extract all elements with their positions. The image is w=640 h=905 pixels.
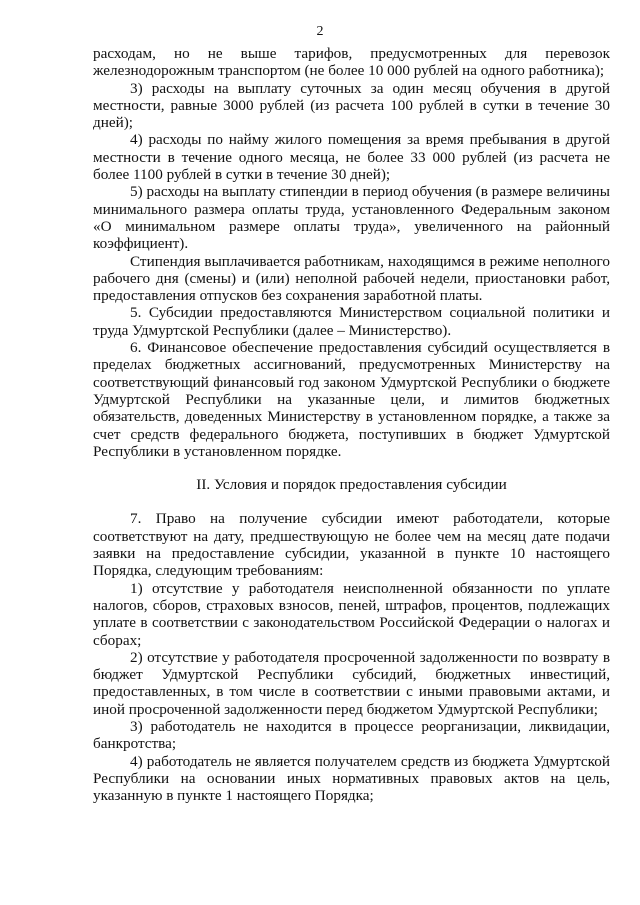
paragraph: 2) отсутствие у работодателя просроченной задолженности по возврату в бюджет Удмуртской Республики субсидий, бюджетных инвестиций, предоставленных, в том числе в соответствии с иными правовыми актами, и иной просроченной задолженности перед бюджетом Удмуртской Республики; [93, 648, 610, 718]
paragraph: 3) расходы на выплату суточных за один месяц обучения в другой местности, равные 3000 рублей (из расчета 100 рублей в сутки в течение 30 дней); [93, 79, 610, 132]
paragraph: 4) расходы по найму жилого помещения за время пребывания в другой местности в течение одного месяца, не более 33 000 рублей (из расчета не более 1100 рублей в сутки в течение 30 дней); [93, 131, 610, 184]
paragraph: 5) расходы на выплату стипендии в период обучения (в размере величины минимального размера оплаты труда, установленного Федеральным законом «О минимальном размере оплаты труда», увеличенного на районный коэффициент). [93, 183, 610, 253]
paragraph: 6. Финансовое обеспечение предоставления субсидий осуществляется в пределах бюджетных ассигнований, предусмотренных Министерству на соответствующий финансовый год законом Удмуртской Республики о бюджете Удмуртской Республики на указанные цели, и лимитов бюджетных обязательств, доведенных Министерству в установленном порядке, а также за счет средств федерального бюджета, поступивших в бюджет Удмуртской Республики в установленном порядке. [93, 339, 610, 460]
page-number: 2 [316, 24, 324, 39]
paragraph: 3) работодатель не находится в процессе реорганизации, ликвидации, банкротства; [93, 717, 610, 753]
paragraph: 4) работодатель не является получателем средств из бюджета Удмуртской Республики на основании иных нормативных правовых актов на цель, указанную в пункте 1 настоящего Порядка; [93, 752, 610, 805]
paragraph: Стипендия выплачивается работникам, находящимся в режиме неполного рабочего дня (смены) и (или) неполной рабочей недели, приостановки работ, предоставления отпусков без сохранения заработной платы. [93, 252, 610, 305]
section-heading: II. Условия и порядок предоставления субсидии [196, 476, 507, 494]
paragraph-continuation: расходам, но не выше тарифов, предусмотренных для перевозок железнодорожным транспортом (не более 10 000 рублей на одного работника); [93, 45, 610, 80]
paragraph: 5. Субсидии предоставляются Министерством социальной политики и труда Удмуртской Республики (далее – Министерство). [93, 304, 610, 339]
document-body [93, 45, 610, 804]
paragraph: 7. Право на получение субсидии имеют работодатели, которые соответствуют на дату, предшествующую не более чем на месяц дате подачи заявки на предоставление субсидии, указанной в пункте 10 настоящего Порядка, следующим требованиям: [93, 510, 610, 580]
paragraph: 1) отсутствие у работодателя неисполненной обязанности по уплате налогов, сборов, страховых взносов, пеней, штрафов, процентов, подлежащих уплате в соответствии с законодательством Российской Федерации о налогах и сборах; [93, 579, 610, 649]
